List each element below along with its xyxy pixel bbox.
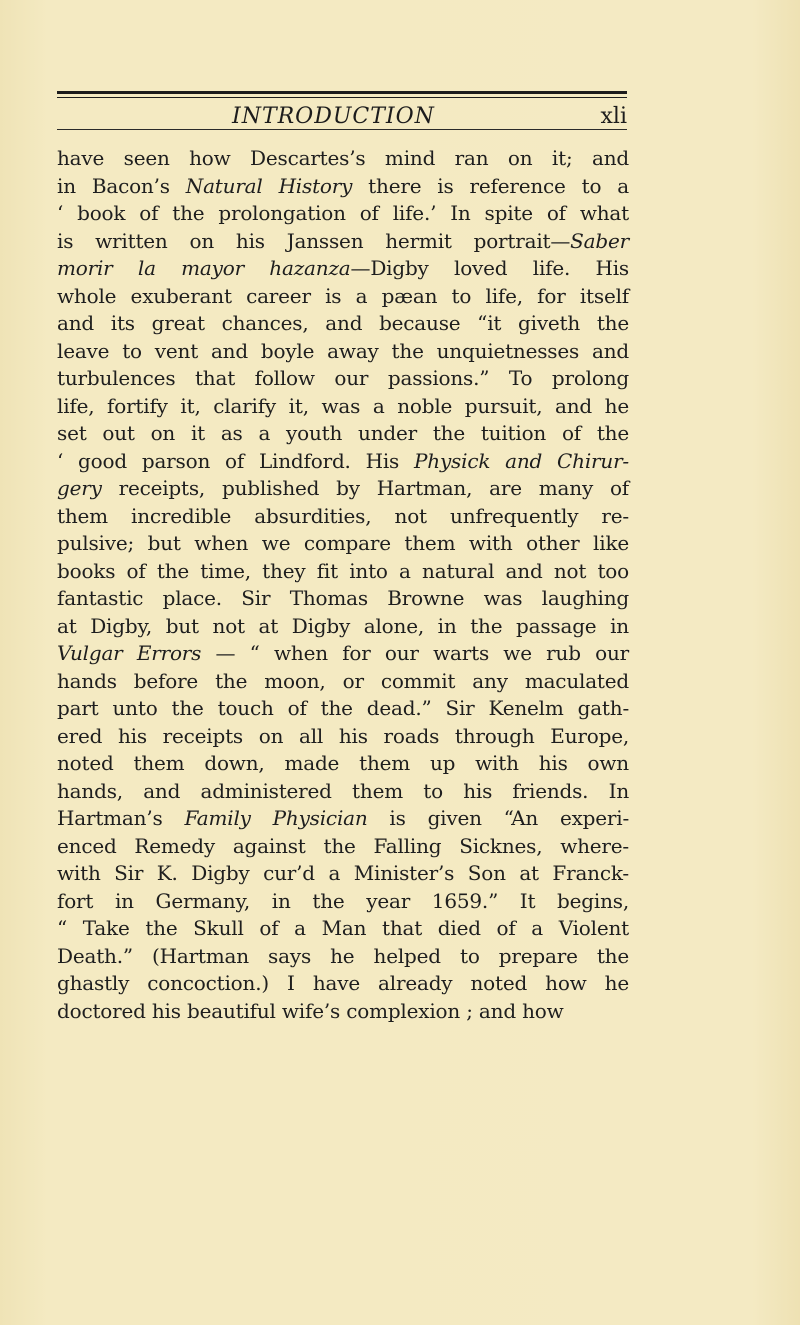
text-segment: ghastly concoction.) I have already noted how he xyxy=(57,971,629,995)
text-segment: whole exuberant career is a pæan to life, for itself xyxy=(57,283,629,308)
text-line xyxy=(57,585,629,613)
text-line xyxy=(57,998,629,1026)
text-segment: Death.” (Hartman says he helped to prepare the xyxy=(57,943,629,968)
text-segment: part unto the touch of the dead.” Sir Kenelm gath- xyxy=(57,696,629,720)
text-line xyxy=(57,970,629,998)
text-segment: ered his receipts on all his roads through Europe, xyxy=(57,723,629,748)
text-segment: life, fortify it, clarify it, was a noble pursuit, and he xyxy=(57,393,629,418)
italic-title: gery xyxy=(57,476,102,500)
text-line xyxy=(57,640,629,668)
text-line xyxy=(57,860,629,888)
text-segment: doctored his beautiful wife’s complexion ; and how xyxy=(57,998,564,1023)
text-line xyxy=(57,228,629,256)
text-segment: leave to vent and boyle away the unquietnesses and xyxy=(57,338,629,363)
text-segment: ‘ good parson of Lindford. His xyxy=(57,448,415,473)
text-segment: receipts, published by Hartman, are many of xyxy=(101,476,629,500)
text-line xyxy=(57,668,629,696)
text-line xyxy=(57,833,629,861)
text-line xyxy=(57,365,629,393)
body-text xyxy=(57,145,629,1025)
text-segment: ‘ book of the prolongation of life.’ In spite of what xyxy=(57,201,629,225)
text-line xyxy=(57,283,629,311)
text-line xyxy=(57,778,629,806)
text-line xyxy=(57,145,629,173)
italic-title: Vulgar Errors xyxy=(57,641,202,665)
running-head xyxy=(57,101,627,141)
text-segment: hands before the moon, or commit any maculated xyxy=(57,668,629,693)
text-line xyxy=(57,750,629,778)
text-segment: turbulences that follow our passions.” To prolong xyxy=(57,366,629,390)
text-line xyxy=(57,173,629,201)
text-segment: at Digby, but not at Digby alone, in the passage in xyxy=(57,613,629,638)
text-segment: them incredible absurdities, not unfrequently re- xyxy=(57,503,629,528)
text-line xyxy=(57,558,629,586)
italic-title: morir la mayor hazanza xyxy=(57,256,351,280)
italic-title: Family Physician xyxy=(184,806,368,830)
italic-title: Saber xyxy=(570,228,629,253)
text-segment: is written on his Janssen hermit portrait— xyxy=(57,228,571,253)
text-segment: pulsive; but when we compare them with other like xyxy=(57,531,629,555)
text-line xyxy=(57,805,629,833)
text-line xyxy=(57,338,629,366)
text-line xyxy=(57,695,629,723)
text-line xyxy=(57,420,629,448)
header-double-rule-top xyxy=(57,91,627,94)
text-line xyxy=(57,448,629,476)
text-line xyxy=(57,200,629,228)
text-segment: — “ when for our warts we rub our xyxy=(201,641,630,665)
text-segment: noted them down, made them up with his own xyxy=(57,751,629,775)
text-line xyxy=(57,613,629,641)
text-segment: in Bacon’s xyxy=(57,173,186,198)
text-segment: books of the time, they fit into a natural and not too xyxy=(57,558,629,583)
text-line xyxy=(57,310,629,338)
italic-title: Physick and Chirur- xyxy=(414,448,629,473)
text-line xyxy=(57,393,629,421)
text-segment: “ Take the Skull of a Man that died of a Violent xyxy=(57,916,629,940)
text-line xyxy=(57,503,629,531)
text-line xyxy=(57,475,629,503)
text-line xyxy=(57,943,629,971)
text-line xyxy=(57,888,629,916)
text-segment: fantastic place. Sir Thomas Browne was laughing xyxy=(57,586,629,610)
text-segment: —Digby loved life. His xyxy=(350,256,629,280)
text-segment: hands, and administered them to his friends. In xyxy=(57,778,629,803)
text-line xyxy=(57,915,629,943)
header-double-rule-bottom xyxy=(57,97,627,98)
text-segment: set out on it as a youth under the tuition of the xyxy=(57,421,629,445)
text-segment: Hartman’s xyxy=(57,806,185,830)
header-underline xyxy=(57,129,627,130)
text-segment: is given “An experi- xyxy=(367,806,630,830)
text-segment: fort in Germany, in the year 1659.” It begins, xyxy=(57,888,629,913)
italic-title: Natural History xyxy=(185,173,353,198)
text-segment: enced Remedy against the Falling Sicknes, where- xyxy=(57,833,629,858)
text-segment: there is reference to a xyxy=(352,173,630,198)
text-segment: and its great chances, and because “it giveth the xyxy=(57,311,629,335)
running-title: INTRODUCTION xyxy=(232,104,435,129)
text-line xyxy=(57,255,629,283)
text-segment: with Sir K. Digby cur’d a Minister’s Son at Franck- xyxy=(57,861,629,885)
text-line xyxy=(57,530,629,558)
text-segment: have seen how Descartes’s mind ran on it; and xyxy=(57,146,629,170)
page-number: xli xyxy=(600,104,627,129)
text-line xyxy=(57,723,629,751)
